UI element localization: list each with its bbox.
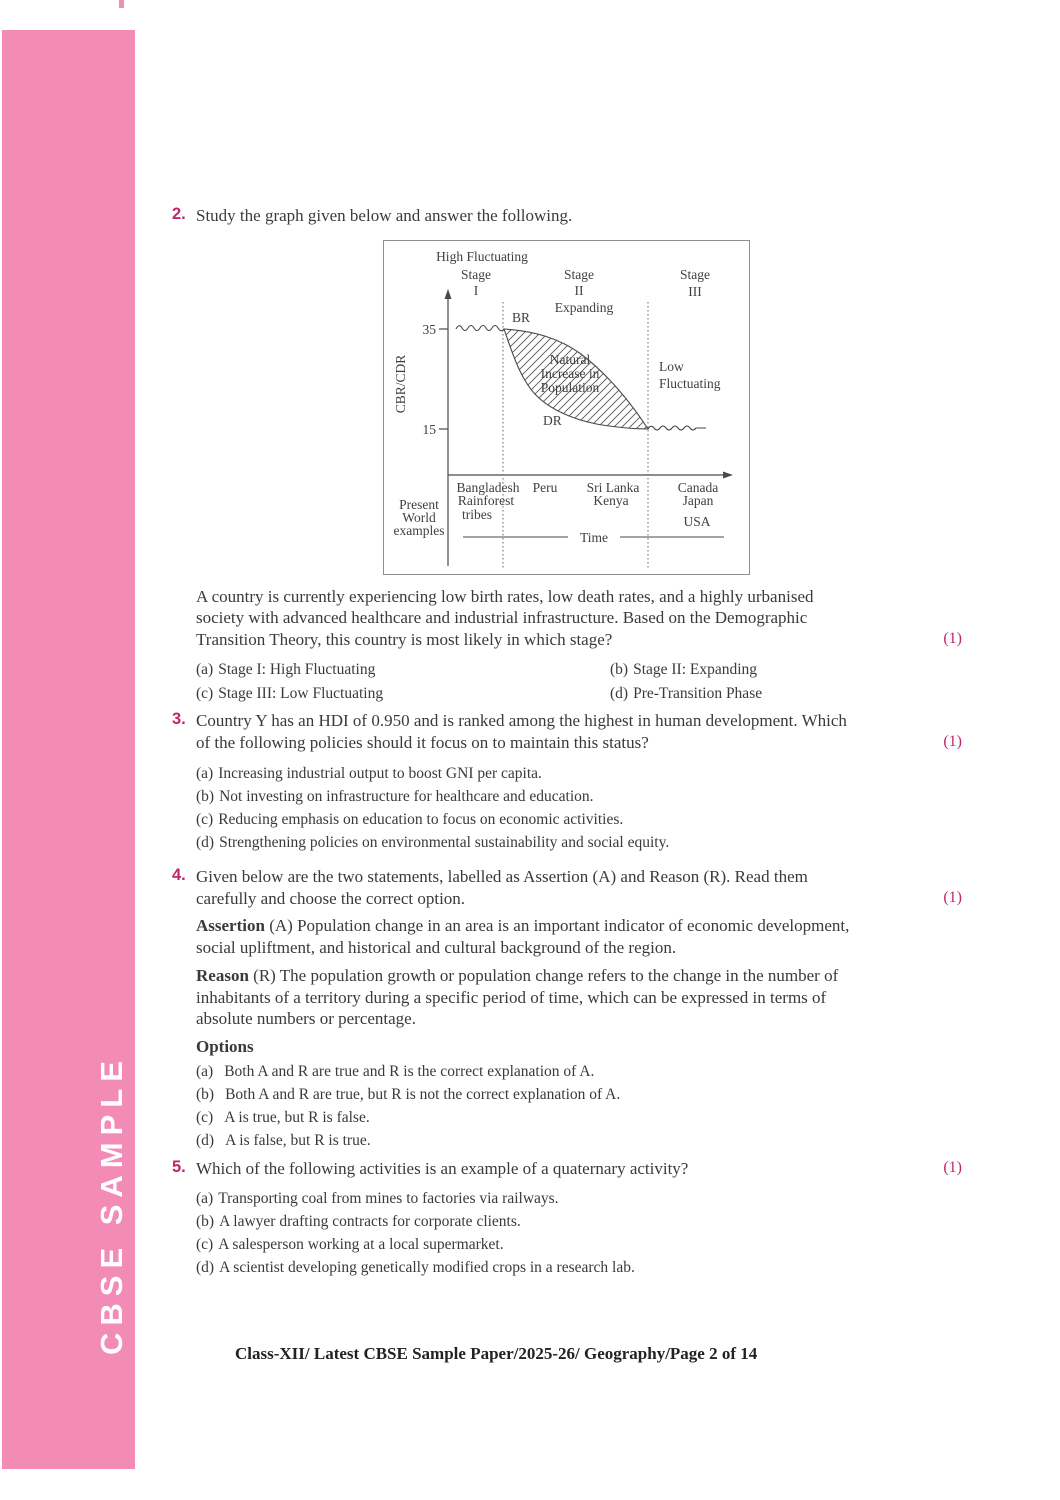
label-high-fluctuating: High Fluctuating [436,248,528,264]
question-5-number: 5. [172,1157,186,1176]
option-c: (c) Stage III: Low Fluctuating [196,685,384,702]
page-footer: Class-XII/ Latest CBSE Sample Paper/2025-26/ Geography/Page 2 of 14 [235,1344,758,1363]
dr-curve-label: DR [543,412,562,428]
question-2-body [196,586,962,651]
option-d: (d) A is false, but R is true. [196,1131,371,1149]
example-canada: Canada [677,479,719,495]
reason-line2: inhabitants of a territory during a specific period of time, which can be expressed in terms of [196,987,827,1007]
question-5-options [196,1187,962,1279]
low-fluctuating-line2: Fluctuating [659,375,721,391]
example-peru: Peru [532,479,558,495]
option-c: (c) A salesperson working at a local supermarket. [196,1236,504,1253]
assertion-line1: Assertion (A) Population change in an area is an important indicator of economic development, [196,916,850,935]
body-line: society with advanced healthcare and industrial infrastructure. Based on the Demographic [196,608,808,627]
reason-line3: absolute numbers or percentage. [196,1009,416,1028]
label-stage1: Stage [461,266,491,282]
question-2-prompt: Study the graph given below and answer the following. [196,206,573,225]
y-axis-arrow [445,289,452,299]
tick-label-15: 15 [422,421,436,437]
question-5 [172,1158,962,1280]
option-a: (a) Stage I: High Fluctuating [196,661,376,678]
option-a: (a) Transporting coal from mines to factories via railways. [196,1190,559,1207]
text-line: Which of the following activities is an example of a quaternary activity? [196,1158,689,1178]
option-a: (a) Increasing industrial output to boost GNI per capita. [196,765,542,782]
br-squiggle-stage1 [456,325,504,330]
example-usa: USA [683,513,711,529]
option-b: (b) A lawyer drafting contracts for corporate clients. [196,1213,521,1230]
demographic-transition-graph [383,240,750,575]
question-3-number: 3. [172,710,186,728]
assertion-line2: social upliftment, and historical and cultural background of the region. [196,937,677,957]
question-4 [172,866,962,1152]
text-line: of the following policies should it focus on to maintain this status? [196,732,649,752]
dtm-chart-svg [384,241,749,574]
example-rainforest: Rainforest [457,492,515,508]
example-kenya: Kenya [593,492,629,508]
question-2-number: 2. [172,205,186,223]
question-4-text [196,866,962,909]
assertion-label: Assertion [196,916,265,935]
marks-badge: (1) [943,1158,962,1176]
page-edge-mark [119,0,124,8]
example-tribes: tribes [462,506,492,522]
question-3-options [196,762,962,854]
natural-increase-line1: Natural [549,351,591,367]
label-stage3: Stage [680,266,710,282]
present-world-line3: examples [393,522,445,538]
option-d: (d) A scientist developing genetically modified crops in a research lab. [196,1259,635,1276]
dr-squiggle-stage3 [648,426,706,430]
natural-increase-line3: Population [540,379,600,395]
marks-badge: (1) [943,629,962,647]
y-axis-label: CBR/CDR [393,354,408,413]
question-3-text [196,710,962,753]
x-axis-arrow [723,471,733,478]
tick-label-35: 35 [422,321,436,337]
label-stage2-roman: II [574,282,584,298]
reason-label: Reason [196,966,249,985]
option-a: (a) Both A and R are true and R is the correct explanation of A. [196,1062,595,1080]
question-5-text [196,1158,962,1180]
label-stage2: Stage [564,266,594,282]
text-line: Country Y has an HDI of 0.950 and is ranked among the highest in human development. Which [196,711,847,730]
assertion-paragraph [196,915,962,958]
label-expanding: Expanding [554,299,614,315]
option-c: (c) Reducing emphasis on education to focus on economic activities. [196,811,624,828]
body-line: A country is currently experiencing low birth rates, low death rates, and a highly urbanised [196,586,814,606]
option-b: (b) Stage II: Expanding [610,661,758,678]
options-heading: Options [196,1036,254,1056]
question-2 [172,205,962,706]
question-2-options [196,658,962,706]
question-3 [172,710,962,854]
reason-paragraph [196,965,962,1030]
marks-badge: (1) [943,888,962,906]
label-stage3-roman: III [688,283,702,299]
example-bangladesh: Bangladesh [456,479,520,495]
natural-increase-line2: Increase in [540,365,600,381]
br-curve-label: BR [512,309,531,325]
example-japan: Japan [682,492,714,508]
question-column [172,205,962,1279]
marks-badge: (1) [943,732,962,750]
cbse-sample-watermark: CBSE SAMPLE [94,1054,129,1355]
option-d: (d) Strengthening policies on environmental sustainability and social equity. [196,834,670,851]
present-world-line2: World [402,509,436,525]
option-c: (c) A is true, but R is false. [196,1108,370,1126]
text-line: Given below are the two statements, labelled as Assertion (A) and Reason (R). Read them [196,867,808,886]
label-stage1-roman: I [473,282,479,298]
option-d: (d) Pre-Transition Phase [610,685,763,702]
question-4-number: 4. [172,866,186,884]
present-world-line1: Present [399,496,439,512]
body-line: Transition Theory, this country is most likely in which stage? [196,629,613,649]
example-srilanka: Sri Lanka [586,479,640,495]
option-b: (b) Both A and R are true, but R is not the correct explanation of A. [196,1085,621,1103]
text-line: carefully and choose the correct option. [196,888,466,908]
x-axis-label: Time [579,529,609,545]
low-fluctuating-line1: Low [659,358,684,374]
question-4-options [196,1060,962,1152]
option-b: (b) Not investing on infrastructure for healthcare and education. [196,788,594,805]
reason-line1: Reason (R) The population growth or population change refers to the change in the number of [196,966,839,985]
